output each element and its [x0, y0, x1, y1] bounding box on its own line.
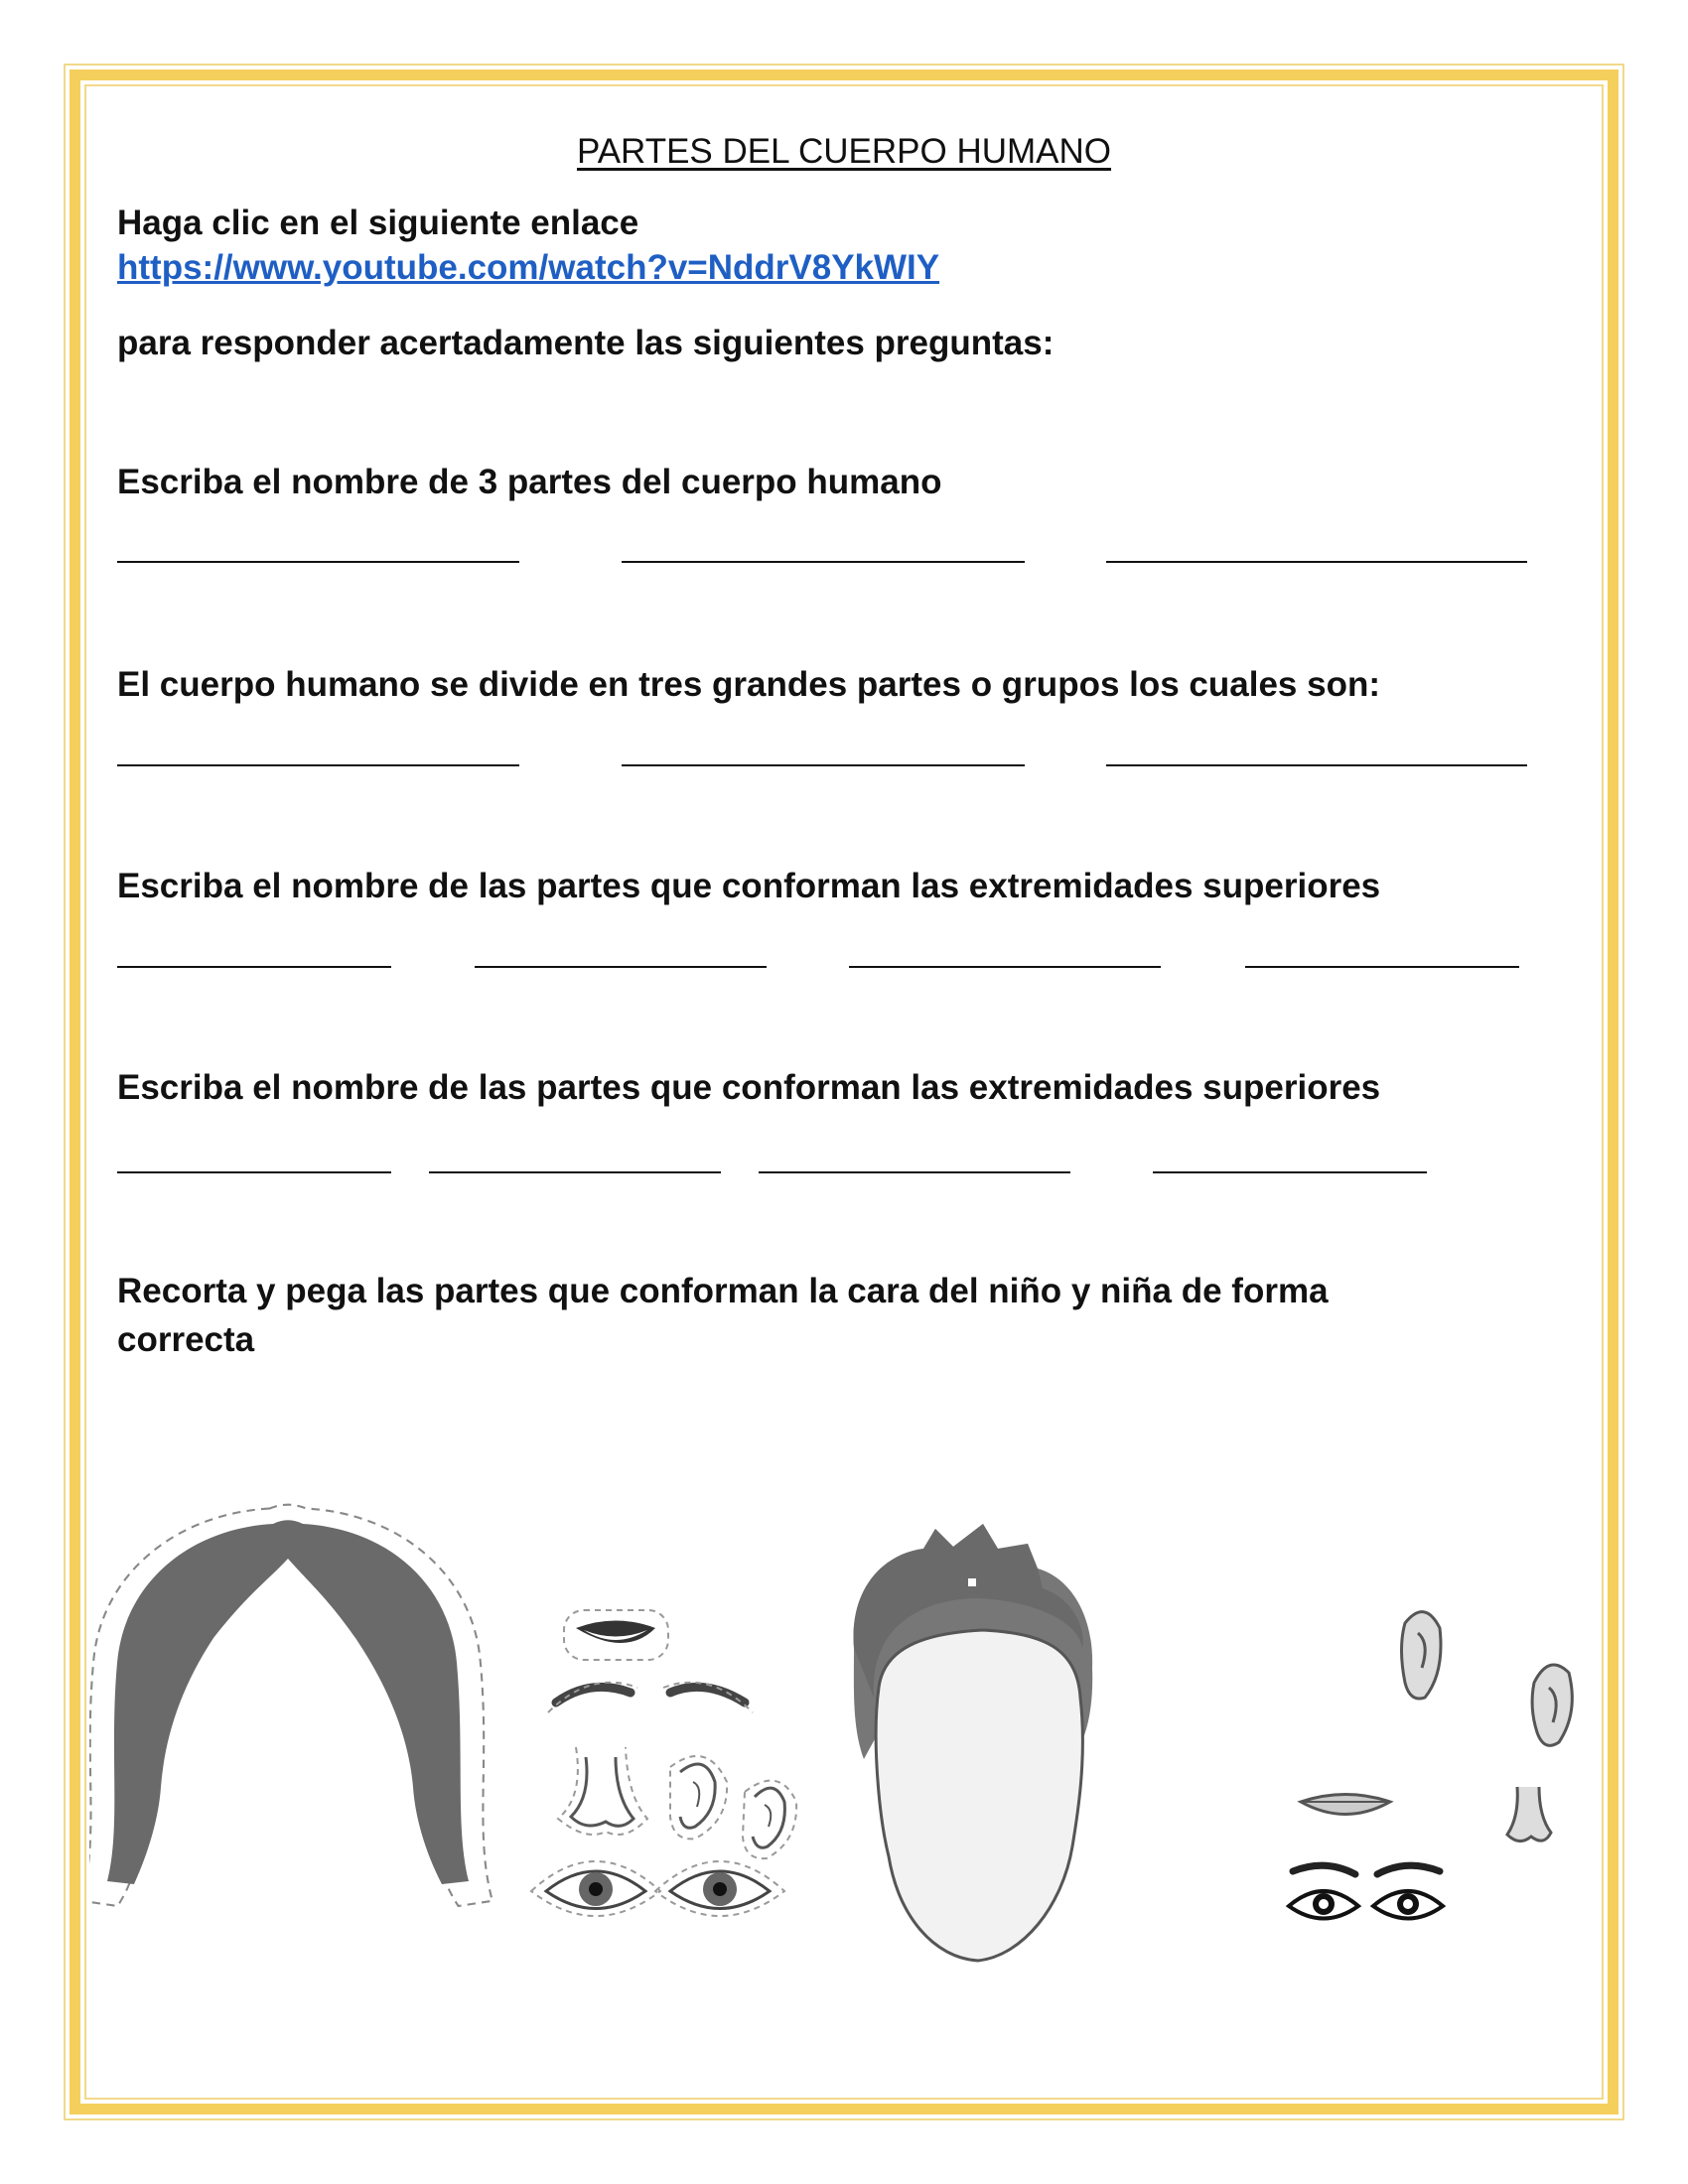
cut-paste-instruction-2: correcta — [117, 1320, 255, 1359]
answer-blank[interactable] — [1106, 561, 1527, 563]
answer-blank[interactable] — [622, 561, 1025, 563]
worksheet-title: PARTES DEL CUERPO HUMANO — [576, 132, 1112, 171]
cut-paste-instruction: Recorta y pega las partes que conforman la cara del niño y niña de forma — [117, 1272, 1329, 1310]
girl-hair-cutout — [89, 1505, 492, 1906]
eyebrow-icon — [548, 1683, 753, 1712]
nose-icon — [1507, 1787, 1551, 1842]
boy-face-parts-cutout — [1289, 1612, 1572, 1919]
eye-icon — [531, 1861, 660, 1916]
ear-icon — [1532, 1665, 1572, 1745]
intro-line-2: para responder acertadamente las siguientes preguntas: — [117, 324, 1055, 362]
answer-blank[interactable] — [1153, 1171, 1427, 1173]
ear-icon — [1402, 1612, 1442, 1699]
answer-blank[interactable] — [1106, 764, 1527, 766]
question-2: El cuerpo humano se divide en tres grandes partes o grupos los cuales son: — [117, 665, 1380, 704]
answer-blank[interactable] — [1245, 966, 1519, 968]
question-3: Escriba el nombre de las partes que conforman las extremidades superiores — [117, 867, 1381, 905]
answer-blank[interactable] — [759, 1171, 1070, 1173]
answer-blank[interactable] — [849, 966, 1161, 968]
answer-blank[interactable] — [429, 1171, 721, 1173]
nose-icon — [558, 1747, 647, 1835]
answer-blank[interactable] — [622, 764, 1025, 766]
video-link[interactable]: https://www.youtube.com/watch?v=NddrV8YkWIY — [117, 248, 940, 287]
question-1: Escriba el nombre de 3 partes del cuerpo humano — [117, 463, 942, 501]
answer-blank[interactable] — [117, 1171, 391, 1173]
boy-head-cutout — [854, 1524, 1093, 1961]
mouth-icon — [1301, 1795, 1390, 1815]
answer-blank[interactable] — [117, 764, 519, 766]
answer-blank[interactable] — [117, 561, 519, 563]
intro-line-1: Haga clic en el siguiente enlace — [117, 204, 639, 242]
cutout-illustrations — [89, 1499, 1599, 1995]
eyebrow-icon — [1293, 1865, 1440, 1874]
ear-icon — [743, 1781, 796, 1859]
girl-face-parts-cutout — [531, 1610, 796, 1916]
mouth-icon — [564, 1610, 668, 1660]
question-4: Escriba el nombre de las partes que conforman las extremidades superiores — [117, 1068, 1381, 1107]
eye-icon — [655, 1861, 784, 1916]
eye-icon — [1373, 1891, 1443, 1919]
answer-blank[interactable] — [475, 966, 767, 968]
eye-icon — [1289, 1891, 1358, 1919]
ear-icon — [670, 1756, 727, 1839]
answer-blank[interactable] — [117, 966, 391, 968]
